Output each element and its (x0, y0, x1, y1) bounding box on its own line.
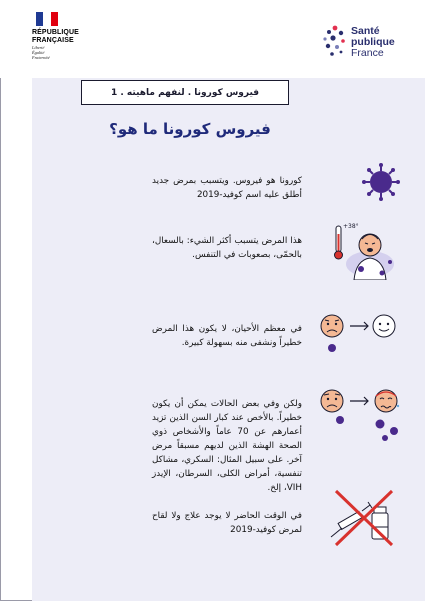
severe-illness-icon (318, 386, 410, 448)
section-3-text: في معظم الأحيان، لا يكون هذا المرض خطيراً ونشفى منه بسهولة كبيرة. (152, 324, 302, 348)
sick-person-icon (330, 218, 410, 280)
rf-name (32, 29, 79, 44)
section-4-text: ولكن وفي بعض الحالات يمكن أن يكون خطيراً. بالأخص عند كبار السن الذين تزيد أعمارهم عن 70 عاماً والأشخاص ذوي الصحة الهشة الذين لديهم مسبقاً مرض آخر. على سبيل المثال: السكري، مشاكل تنفسية، أمراض الكلى، السرطان، الإيدز VIH، إلخ. (152, 399, 302, 493)
spf-line1: Santé (351, 25, 380, 37)
header (0, 0, 425, 78)
chapter-label: فيروس كورونا . لنفهم ماهيته . 1 (110, 87, 260, 98)
motto-egalite: Égalité (32, 50, 45, 55)
chapter-box (81, 80, 289, 105)
spf-name (351, 26, 395, 59)
section-2-text: هذا المرض يتسبب أكثر الشيء: بالسعال، بالحمّى، بصعوبات في التنفس. (152, 236, 302, 260)
rf-line1: RÉPUBLIQUE (32, 29, 79, 36)
spf-line3: France (351, 47, 384, 59)
marianne-flag-icon (36, 12, 58, 26)
rf-motto (32, 45, 50, 60)
no-treatment-icon (328, 487, 400, 549)
spf-dots-icon (321, 22, 351, 62)
rf-line2: FRANÇAISE (32, 36, 74, 44)
sante-publique-france-logo (321, 22, 401, 66)
motto-fraternite: Fraternité (32, 55, 50, 60)
spf-line2: publique (351, 36, 395, 48)
thermometer-label: +38° (343, 223, 359, 230)
page-title: فيروس كورونا ما هو؟ (109, 120, 271, 138)
section-5-text: في الوقت الحاضر لا يوجد علاج ولا لقاح لمرض كوفيد-2019 (152, 511, 302, 535)
republique-francaise-logo (32, 12, 92, 68)
virus-icon (360, 162, 402, 202)
section-1-text: كورونا هو فيروس. ويتسبب بمرض جديد أطلق عليه اسم كوفيد-2019 (152, 176, 302, 200)
motto-liberte: Liberté (32, 45, 45, 50)
sick-to-healthy-icon (318, 312, 408, 358)
